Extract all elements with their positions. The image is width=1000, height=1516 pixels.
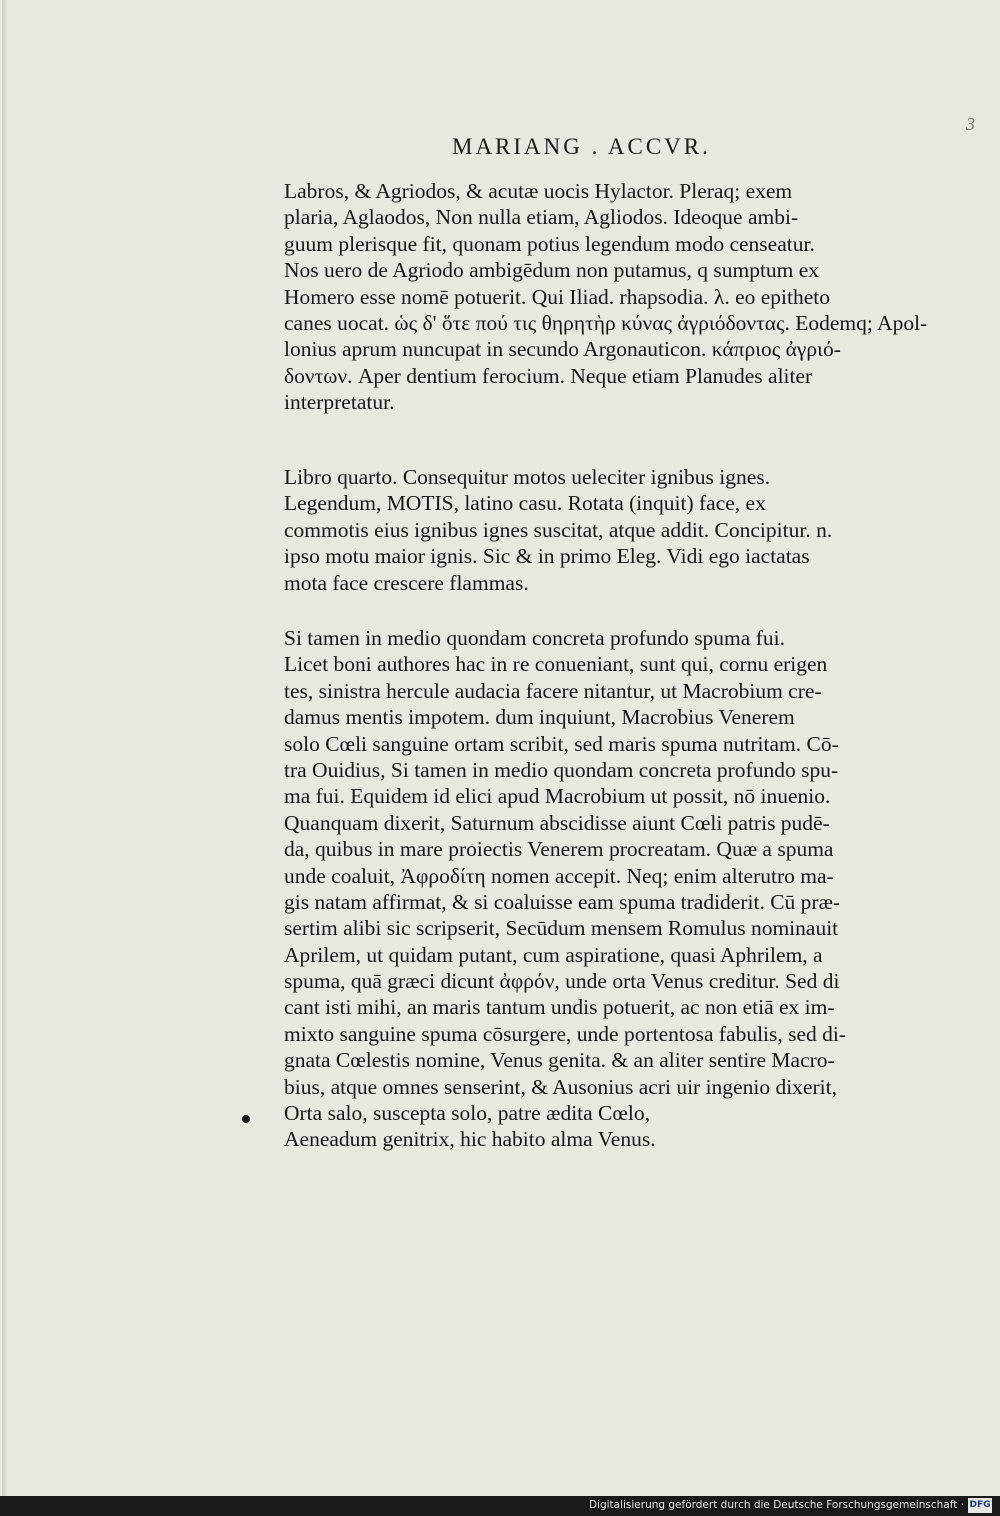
text-line: Homero esse nomē potuerit. Qui Iliad. rhapsodia. λ. eo epitheto	[284, 284, 830, 309]
page-gutter-edge	[2, 0, 8, 1496]
text-line: gis natam affirmat, & si coaluisse eam spuma tradiderit. Cū præ-	[284, 889, 841, 914]
folio-mark: 3	[966, 114, 975, 134]
text-line: lonius aprum nuncupat in secundo Argonauticon. κάπριος ἀγριό-	[284, 337, 841, 362]
dfg-logo-icon: DFG	[968, 1498, 992, 1513]
text-line: guum plerisque fit, quonam potius legendum modo censeatur.	[284, 231, 815, 256]
text-line: ipso motu maior ignis. Sic & in primo Eleg. Vidi ego iactatas	[284, 544, 810, 569]
text-line: δοντων. Aper dentium ferocium. Neque etiam Planudes aliter	[284, 363, 813, 388]
verse-line: Aeneadum genitrix, hic habito alma Venus.	[284, 1127, 656, 1152]
text-line: Aprilem, ut quidam putant, cum aspiratione, quasi Aphrilem, a	[284, 942, 823, 967]
text-line: Si tamen in medio quondam concreta profundo spuma fui.	[284, 626, 785, 650]
text-line: canes uocat. ὡς δ' ὅτε πού τις θηρητὴρ κύνας ἀγριόδοντας. Eodemq; Apol-	[284, 310, 928, 335]
text-line: solo Cœli sanguine ortam scribit, sed maris spuma nutritam. Cō-	[284, 731, 839, 756]
text-line: gnata Cœlestis nomine, Venus genita. & an aliter sentire Macro-	[284, 1048, 835, 1073]
text-line: mota face crescere flammas.	[284, 570, 529, 595]
text-line: Libro quarto. Consequitur motos ueleciter ignibus ignes.	[284, 465, 771, 489]
text-line: spuma, quā græci dicunt ἀφρόν, unde orta Venus creditur. Sed di	[284, 969, 840, 994]
text-line: Labros, & Agriodos, & acutæ uocis Hylactor. Pleraq; exem	[284, 179, 793, 203]
text-line: unde coaluit, Ἀφροδίτη nomen accepit. Neq; enim alterutro ma-	[284, 863, 834, 888]
text-line: mixto sanguine spuma cōsurgere, unde portentosa fabulis, sed di-	[284, 1021, 847, 1046]
text-line: sertim alibi sic scripserit, Secūdum mensem Romulus nominauit	[284, 916, 839, 941]
paragraph-2	[284, 464, 924, 596]
paragraph-1	[284, 178, 928, 416]
text-line: Quanquam dixerit, Saturnum abscidisse aiunt Cœli patris pudē-	[284, 810, 830, 835]
text-line: bius, atque omnes senserint, & Ausonius acri uir ingenio dixerit,	[284, 1074, 837, 1099]
text-line: cant isti mihi, an maris tantum undis potuerit, ac non etiā ex im-	[284, 995, 835, 1020]
text-line: tra Ouidius, Si tamen in medio quondam concreta profundo spu-	[284, 757, 839, 782]
text-line: plaria, Aglaodos, Non nulla etiam, Agliodos. Ideoque ambi-	[284, 205, 799, 230]
text-line: da, quibus in mare proiectis Venerem procreatam. Quæ a spuma	[284, 837, 834, 862]
margin-dot	[242, 1115, 250, 1123]
text-line: damus mentis impotem. dum inquiunt, Macrobius Venerem	[284, 705, 795, 730]
text-line: interpretatur.	[284, 390, 395, 415]
text-line: Nos uero de Agriodo ambigēdum non putamus, q sumptum ex	[284, 258, 820, 283]
text-line: commotis eius ignibus ignes suscitat, atque addit. Concipitur. n.	[284, 517, 833, 542]
text-line: Legendum, MOTIS, latino casu. Rotata (inquit) face, ex	[284, 491, 766, 516]
text-line: Licet boni authores hac in re conueniant, sunt qui, cornu erigen	[284, 652, 828, 677]
verse-line: Orta salo, suscepta solo, patre ædita Cœlo,	[284, 1101, 651, 1126]
text-line: ma fui. Equidem id elici apud Macrobium ut possit, nō inuenio.	[284, 784, 831, 809]
text-line: tes, sinistra hercule audacia facere nitantur, ut Macrobium cre-	[284, 678, 822, 703]
paragraph-3	[284, 625, 924, 1153]
digitization-footer	[0, 1496, 1000, 1516]
running-head: MARIANG . ACCVR.	[452, 134, 711, 159]
footer-credit: Digitalisierung gefördert durch die Deutsche Forschungsgemeinschaft ·	[588, 1499, 964, 1511]
